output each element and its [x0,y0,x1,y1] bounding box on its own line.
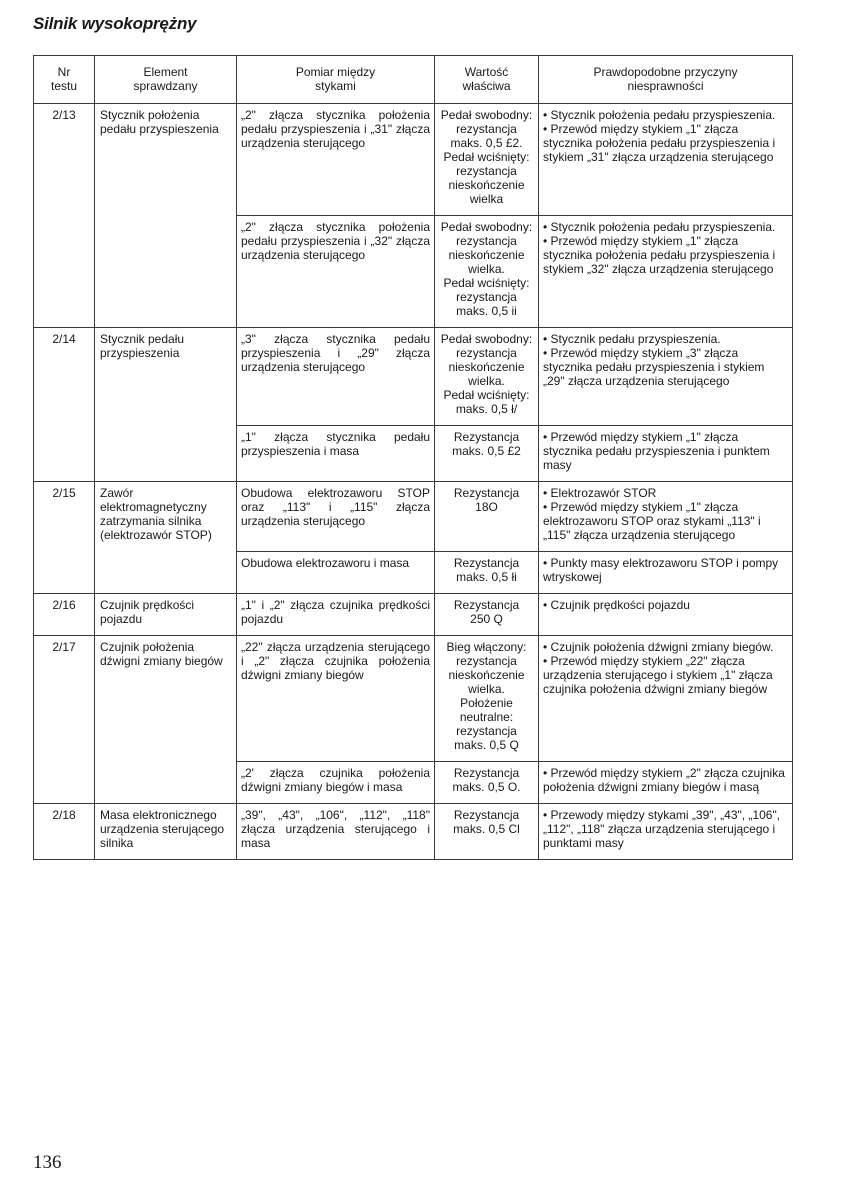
cell-element: Stycznik pedału przyspieszenia [95,328,237,482]
cell-test-number: 2/14 [34,328,95,482]
cell-expected-value: Bieg włączony: rezystancja nieskończenie wielka. Położenie neutralne: rezystancja maks. 0,5 Q [435,636,539,762]
cell-probable-causes: • Stycznik pedału przyspieszenia. • Przewód między stykiem „3" złącza stycznika pedału przyspieszenia i stykiem „29" złącza urządzenia sterującego [539,328,793,426]
cell-measurement: Obudowa elektrozaworu STOP oraz „113" i „115" złącza urządzenia sterującego [237,482,435,552]
cell-expected-value: Pedał swobodny: rezystancja nieskończenie wielka. Pedał wciśnięty: maks. 0,5 ł/ [435,328,539,426]
table-header-row [34,56,793,104]
cell-measurement: „1" i „2" złącza czujnika prędkości pojazdu [237,594,435,636]
table-row [34,804,793,860]
page-title: Silnik wysokoprężny [33,14,197,33]
cell-probable-causes: • Przewód między stykiem „2" złącza czujnika położenia dźwigni zmiany biegów i masą [539,762,793,804]
cell-expected-value: Rezystancja 18O [435,482,539,552]
cell-probable-causes: • Przewód między stykiem „1" złącza stycznika pedału przyspieszenia i punktem masy [539,426,793,482]
cell-test-number: 2/13 [34,104,95,328]
cell-measurement: Obudowa elektrozaworu i masa [237,552,435,594]
table-row [34,328,793,426]
cell-measurement: „2" złącza stycznika położenia pedału przyspieszenia i „32" złącza urządzenia sterującego [237,216,435,328]
cell-expected-value: Rezystancja 250 Q [435,594,539,636]
cell-probable-causes: • Czujnik położenia dźwigni zmiany biegów. • Przewód między stykiem „22" złącza urządzenia sterującego i stykiem „1" złącza czujnika położenia dźwigni zmiany biegów [539,636,793,762]
cell-expected-value: Pedał swobodny: rezystancja nieskończenie wielka. Pedał wciśnięty: rezystancja maks. 0,5 ii [435,216,539,328]
table-row [34,636,793,762]
cell-measurement: „3" złącza stycznika pedału przyspieszenia i „29" złącza urządzenia sterującego [237,328,435,426]
cell-element: Czujnik położenia dźwigni zmiany biegów [95,636,237,804]
table-row [34,482,793,552]
cell-expected-value: Rezystancja maks. 0,5 Cl [435,804,539,860]
cell-expected-value: Pedał swobodny: rezystancja maks. 0,5 £2. Pedał wciśnięty: rezystancja nieskończenie wielka [435,104,539,216]
cell-element: Czujnik prędkości pojazdu [95,594,237,636]
cell-measurement: „22" złącza urządzenia sterującego i „2" złącza czujnika położenia dźwigni zmiany biegów [237,636,435,762]
header-pomiar: Pomiar między stykami [237,56,435,104]
cell-test-number: 2/15 [34,482,95,594]
cell-test-number: 2/17 [34,636,95,804]
cell-probable-causes: • Stycznik położenia pedału przyspieszenia. • Przewód między stykiem „1" złącza stycznika położenia pedału przyspieszenia i stykiem „32" złącza urządzenia sterującego [539,216,793,328]
cell-expected-value: Rezystancja maks. 0,5 łi [435,552,539,594]
cell-probable-causes: • Stycznik położenia pedału przyspieszenia. • Przewód między stykiem „1" złącza stycznika położenia pedału przyspieszenia i stykiem „31" złącza urządzenia sterującego [539,104,793,216]
cell-measurement: „1" złącza stycznika pedału przyspieszenia i masa [237,426,435,482]
cell-measurement: „2" złącza stycznika położenia pedału przyspieszenia i „31" złącza urządzenia sterującego [237,104,435,216]
header-element-sprawdzany: Element sprawdzany [95,56,237,104]
header-przyczyny: Prawdopodobne przyczyny niesprawności [539,56,793,104]
cell-measurement: „39", „43", „106", „112", „118" złącza urządzenia sterującego i masa [237,804,435,860]
cell-element: Stycznik położenia pedału przyspieszenia [95,104,237,328]
cell-element: Zawór elektromagnetyczny zatrzymania silnika (elektrozawór STOP) [95,482,237,594]
cell-test-number: 2/18 [34,804,95,860]
cell-test-number: 2/16 [34,594,95,636]
cell-probable-causes: • Przewody między stykami „39", „43", „106", „112", „118" złącza urządzenia sterującego i punktami masy [539,804,793,860]
table-row [34,104,793,216]
cell-probable-causes: • Czujnik prędkości pojazdu [539,594,793,636]
header-nr-testu: Nr testu [34,56,95,104]
cell-expected-value: Rezystancja maks. 0,5 O. [435,762,539,804]
cell-element: Masa elektronicznego urządzenia sterującego silnika [95,804,237,860]
table-row [34,594,793,636]
cell-expected-value: Rezystancja maks. 0,5 £2 [435,426,539,482]
cell-measurement: „2' złącza czujnika położenia dźwigni zmiany biegów i masa [237,762,435,804]
cell-probable-causes: • Punkty masy elektrozaworu STOP i pompy wtryskowej [539,552,793,594]
page-number: 136 [33,1152,62,1173]
cell-probable-causes: • Elektrozawór STOR • Przewód między stykiem „1" złącza elektrozaworu STOP oraz stykami „113" i „115" złącza urządzenia sterującego [539,482,793,552]
diagnostic-table [33,55,793,860]
header-wartosc: Wartość właściwa [435,56,539,104]
